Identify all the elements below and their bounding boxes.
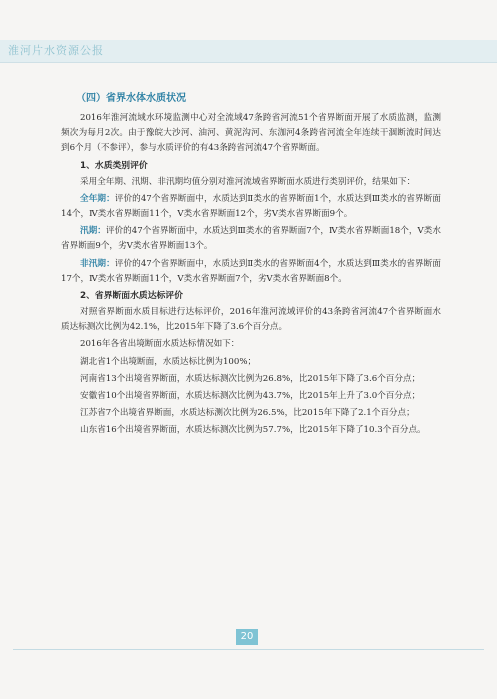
subsection-title-2: 2、省界断面水质达标评价 <box>80 291 183 302</box>
section-title: （四）省界水体水质状况 <box>76 93 186 104</box>
province-item: 湖北省1个出境断面，水质达标比例为100%； <box>80 356 257 367</box>
period-label: 全年期： <box>80 193 115 204</box>
subsection-title-1: 1、水质类别评价 <box>80 160 148 171</box>
section-content <box>61 91 441 441</box>
section-intro: 2016年淮河流域水环境监测中心对全流域47条跨省河流51个省界断面开展了水质监测，监测频次为每月2次。由于豫皖大沙河、油河、黄泥沟河、东泇河4条跨省河流全年连续干涸断流时间达到6个月（不参评），参与水质评价的有43条跨省河流47个省界断面。 <box>61 113 441 154</box>
footer-divider <box>13 649 484 650</box>
period-text: 评价的47个省界断面中，水质达到Ⅱ类水的省界断面1个，水质达到Ⅲ类水的省界断面14个，Ⅳ类水省界断面11个，Ⅴ类水省界断面12个，劣Ⅴ类水省界断面9个。 <box>61 193 441 220</box>
period-label: 非汛期： <box>80 258 115 269</box>
period-paragraph-annual <box>61 192 441 222</box>
period-paragraph-flood <box>61 224 441 254</box>
subsection-intro-2: 对照省界断面水质目标进行达标评价，2016年淮河流域评价的43条跨省河流47个省界断面水质达标测次比例为42.1%，比2015年下降了3.6个百分点。 <box>61 307 441 333</box>
period-text: 评价的47个省界断面中，水质达到Ⅱ类水的省界断面4个，水质达到Ⅲ类水的省界断面17个，Ⅳ类水省界断面11个，Ⅴ类水省界断面7个，劣Ⅴ类水省界断面8个。 <box>61 258 441 284</box>
page-number: 20 <box>236 629 258 645</box>
province-item: 山东省16个出境省界断面，水质达标测次比例为57.7%，比2015年下降了10.3个百分点。 <box>80 425 426 436</box>
header-band <box>0 40 497 63</box>
report-title: 淮河片水资源公报 <box>8 44 104 57</box>
province-lead: 2016年各省出境断面水质达标情况如下： <box>80 339 240 350</box>
period-paragraph-nonflood <box>61 257 441 287</box>
period-text: 评价的47个省界断面中，水质达到Ⅲ类水的省界断面7个，Ⅳ类水省界断面18个，Ⅴ类水省界断面9个，劣Ⅴ类水省界断面13个。 <box>61 226 441 252</box>
province-item: 河南省13个出境省界断面，水质达标测次比例为26.8%，比2015年下降了3.6个百分点； <box>80 373 421 384</box>
period-label: 汛期： <box>80 226 106 237</box>
province-item: 江苏省7个出境省界断面，水质达标测次比例为26.5%，比2015年下降了2.1个百分点； <box>80 408 415 419</box>
province-item: 安徽省10个出境省界断面，水质达标测次比例为43.7%，比2015年上升了3.0个百分点； <box>80 391 421 402</box>
subsection-intro-1: 采用全年期、汛期、非汛期均值分别对淮河流域省界断面水质进行类别评价，结果如下： <box>80 176 416 187</box>
